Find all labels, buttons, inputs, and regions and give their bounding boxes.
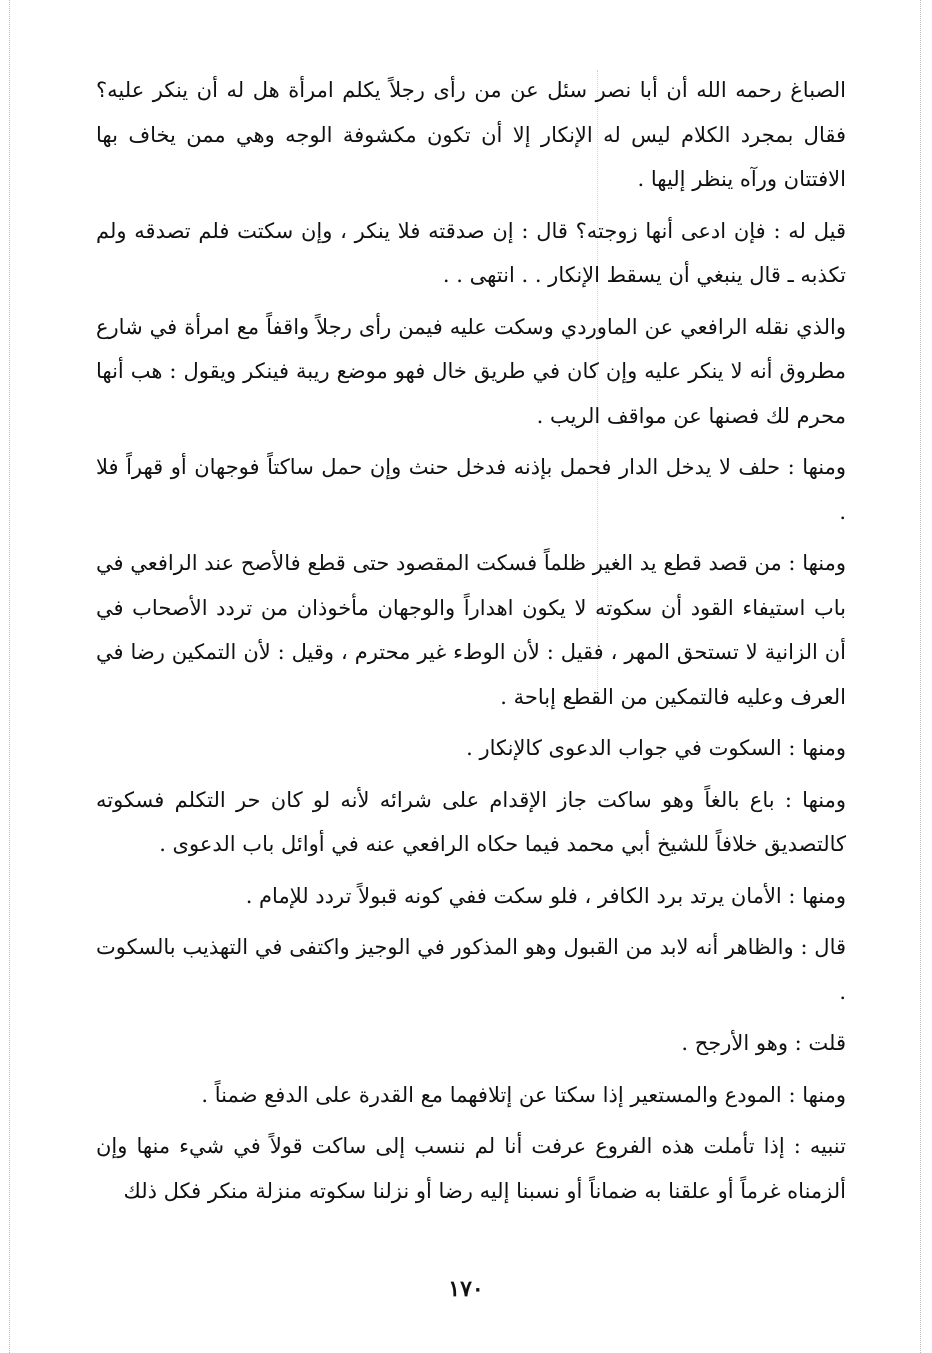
paragraph-12: تنبيه : إذا تأملت هذه الفروع عرفت أنا لم ننسب إلى ساكت قولاً في شيء منها وإن ألزمناه غرماً أو علقنا به ضماناً أو نسبنا إليه رضا أو نزلنا سكوته منزلة منكر فكل ذلك bbox=[96, 1134, 846, 1203]
paragraph-4: ومنها : حلف لا يدخل الدار فحمل بإذنه فدخل حنث وإن حمل ساكتاً فوجهان أو قهراً فلا . bbox=[96, 455, 846, 524]
paragraph-10: قلت : وهو الأرجح . bbox=[681, 1031, 846, 1055]
scan-edge-right bbox=[920, 0, 921, 1353]
paragraph-7: ومنها : باع بالغاً وهو ساكت جاز الإقدام على شرائه لأنه لو كان حر التكلم فسكوته كالتصديق خلافاً للشيخ أبي محمد فيما حكاه الرافعي عنه في أوائل باب الدعوى . bbox=[96, 787, 846, 856]
scan-edge-left bbox=[9, 0, 10, 1353]
page-number: ١٧٠ bbox=[448, 1276, 484, 1302]
paragraph-2: قيل له : فإن ادعى أنها زوجته؟ قال : إن صدقته فلا ينكر ، وإن سكتت فلم تصدقه ولم تكذبه ـ قال ينبغي أن يسقط الإنكار . . انتهى . . bbox=[96, 218, 846, 287]
paragraph-6: ومنها : السكوت في جواب الدعوى كالإنكار . bbox=[466, 736, 846, 760]
paragraph-11: ومنها : المودع والمستعير إذا سكتا عن إتلافهما مع القدرة على الدفع ضمناً . bbox=[201, 1082, 846, 1107]
page-body-text bbox=[96, 68, 846, 1220]
paragraph-1: الصباغ رحمه الله أن أبا نصر سئل عن من رأى رجلاً يكلم امرأة هل له أن ينكر عليه؟ فقال بمجرد الكلام ليس له الإنكار إلا أن تكون مكشوفة الوجه وهي ممن يخاف بها الافتتان ورآه ينظر إليها . bbox=[96, 78, 846, 191]
paragraph-5: ومنها : من قصد قطع يد الغير ظلماً فسكت المقصود حتى قطع فالأصح عند الرافعي في باب استيفاء القود أن سكوته لا يكون اهداراً والوجهان مأخوذان من تردد الأصحاب في أن الزانية لا تستحق المهر ، فقيل : لأن الوطء غير محترم ، وقيل : لأن التمكين رضا في العرف وعليه فالتمكين من القطع إباحة . bbox=[96, 551, 846, 709]
paragraph-3: والذي نقله الرافعي عن الماوردي وسكت عليه فيمن رأى رجلاً واقفاً مع امرأة في شارع مطروق أنه لا ينكر عليه وإن كان في طريق خال فهو موضع ريبة فينكر ويقول : هب أنها محرم لك فصنها عن مواقف الريب . bbox=[96, 314, 846, 428]
paragraph-8: ومنها : الأمان يرتد برد الكافر ، فلو سكت ففي كونه قبولاً تردد للإمام . bbox=[245, 883, 846, 908]
paragraph-9: قال : والظاهر أنه لابد من القبول وهو المذكور في الوجيز واكتفى في التهذيب بالسكوت . bbox=[96, 935, 846, 1004]
